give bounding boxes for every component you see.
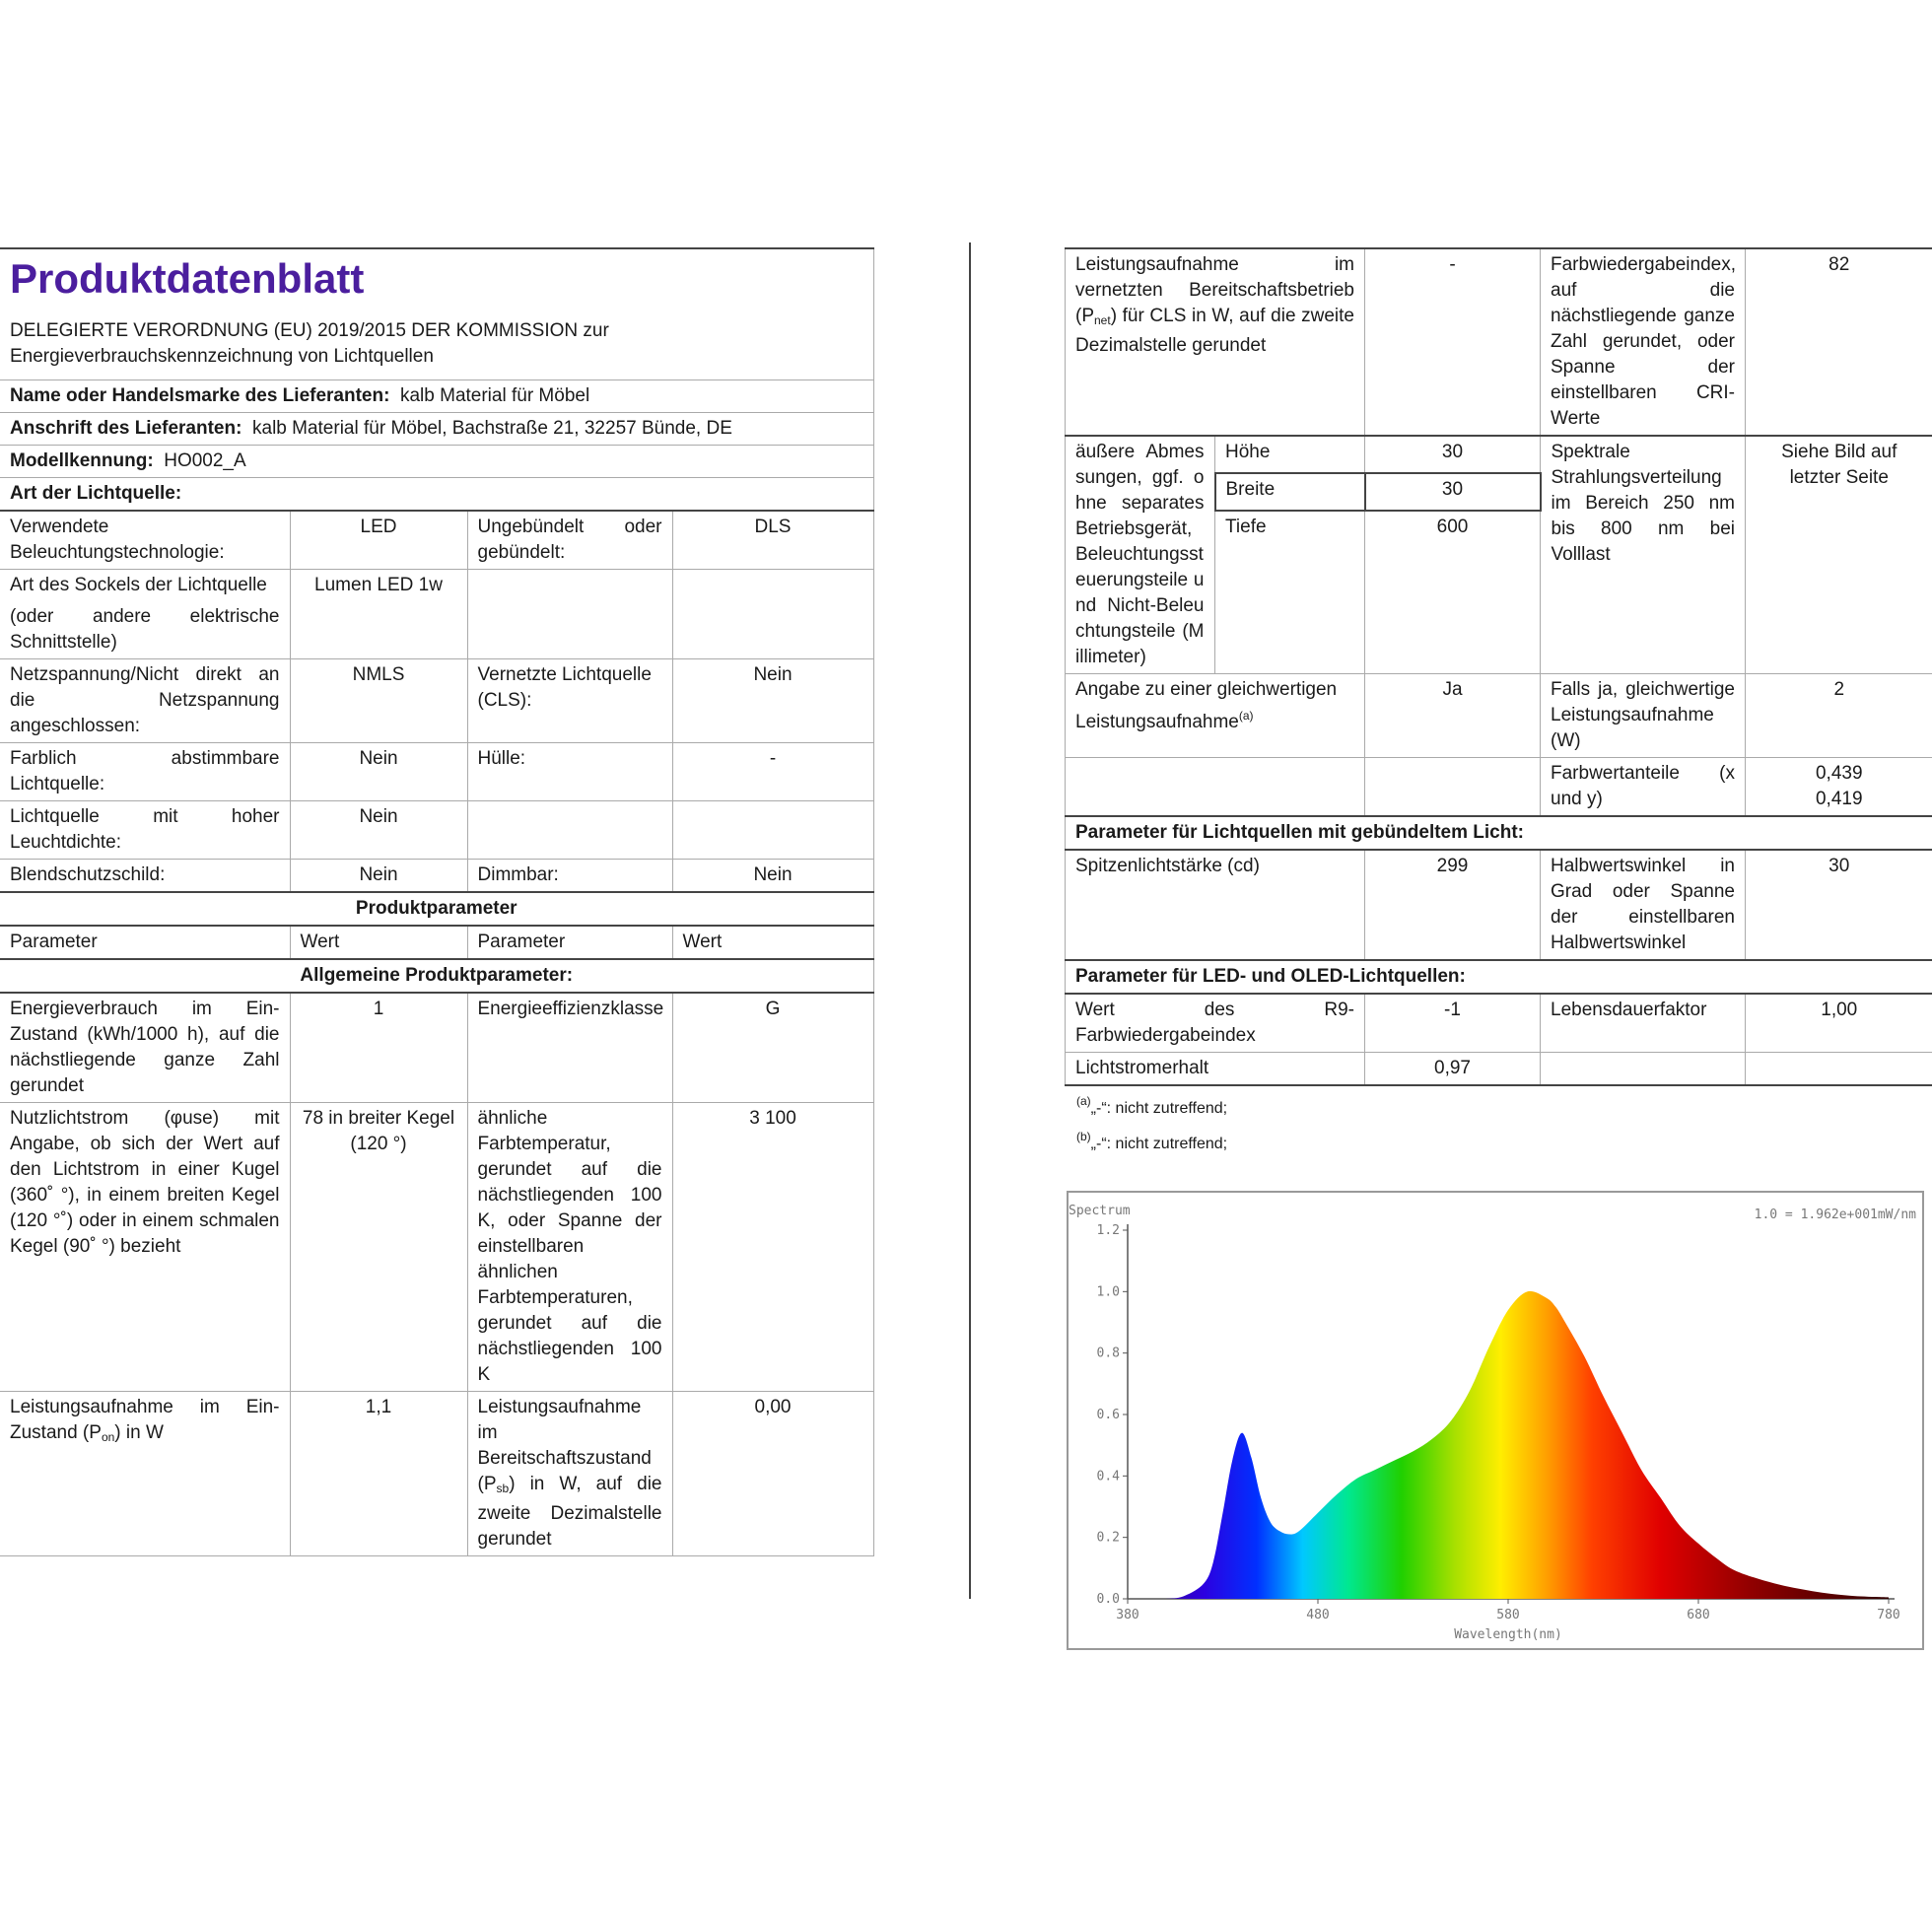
dimmable-label: Dimmbar:	[467, 860, 672, 893]
tunable-label: Farblich abstimmbare Lichtquelle:	[0, 743, 290, 801]
y-tick-label: 1.2	[1096, 1223, 1120, 1238]
luminance-empty-b	[672, 801, 873, 860]
maint-empty-a	[1541, 1053, 1746, 1086]
cls-value: Nein	[672, 659, 873, 743]
equiv-w-label: Falls ja, gleichwertige Leistungsaufnahme (W)	[1541, 674, 1746, 758]
depth-label: Tiefe	[1215, 511, 1365, 674]
y-tick-label: 0.2	[1096, 1530, 1120, 1546]
footnote-b: $^{(b)}$„-“: nicht zutreffend;	[1076, 1130, 1228, 1152]
dims-label: äußere Abmessungen, ggf. ohne separates Betriebsgerät, Beleuchtungssteuerungsteile und Nicht-Beleuchtungsteile (Millimeter)	[1066, 436, 1215, 674]
page-title: Produktdatenblatt	[10, 255, 365, 302]
chroma-label: Farbwertanteile (x und y)	[1541, 758, 1746, 817]
chroma-y: 0,419	[1815, 789, 1863, 809]
width-label: Breite	[1215, 473, 1365, 511]
x-tick-label: 580	[1496, 1608, 1520, 1622]
equiv-w-value: 2	[1746, 674, 1932, 758]
luminance-label: Lichtquelle mit hoher Leuchtdichte:	[0, 801, 290, 860]
cri-value: 82	[1746, 248, 1932, 436]
glare-label: Blendschutzschild:	[0, 860, 290, 893]
peak-label: Spitzenlichtstärke (cd)	[1066, 850, 1365, 960]
chroma-empty-b	[1365, 758, 1541, 817]
bundled-label: Ungebündelt oder gebündelt:	[467, 511, 672, 570]
x-tick-label: 780	[1877, 1608, 1900, 1622]
eclass-value: G	[672, 993, 873, 1103]
psb-value: 0,00	[672, 1392, 873, 1556]
peak-value: 299	[1365, 850, 1541, 960]
luminance-value: Nein	[290, 801, 467, 860]
col-param-2: Parameter	[467, 926, 672, 959]
maint-empty-b	[1746, 1053, 1932, 1086]
beam-value: 30	[1746, 850, 1932, 960]
spectrum-value: Siehe Bild auf letzter Seite	[1746, 436, 1932, 674]
mains-value: NMLS	[290, 659, 467, 743]
parameters-table-continued	[1065, 247, 1932, 1086]
r9-label: Wert des R9-Farbwiedergabeindex	[1066, 994, 1365, 1053]
col-param-1: Parameter	[0, 926, 290, 959]
cct-label: ähnliche Farbtemperatur, gerundet auf die nächstliegenden 100 K, oder Spanne der einstellbaren ähnlichen Farbtemperaturen, gerundet auf die nächstliegenden 100 K	[467, 1103, 672, 1392]
survival-value: 1,00	[1746, 994, 1932, 1053]
socket-label-2: (oder andere elektrische Schnittstelle)	[10, 606, 280, 653]
mains-label: Netzspannung/Nicht direkt an die Netzspannung angeschlossen:	[0, 659, 290, 743]
chroma-x: 0,439	[1815, 763, 1863, 784]
maint-label: Lichtstromerhalt	[1066, 1053, 1365, 1086]
spectrum-chart	[1067, 1191, 1924, 1650]
supplier-name: kalb Material für Möbel	[399, 385, 590, 406]
cri-label: Farbwiedergabeindex, auf die nächstliegende ganze Zahl gerundet, oder Spanne der einstellbaren CRI-Werte	[1541, 248, 1746, 436]
cls-label: Vernetzte Lichtquelle (CLS):	[467, 659, 672, 743]
led-header: Parameter für LED- und OLED-Lichtquellen:	[1066, 960, 1932, 994]
envelope-value: -	[672, 743, 873, 801]
supplier-name-label: Name oder Handelsmarke des Lieferanten:	[10, 385, 390, 406]
socket-empty-a	[467, 570, 672, 659]
height-value: 30	[1365, 436, 1541, 473]
y-tick-label: 0.8	[1096, 1346, 1120, 1361]
envelope-label: Hülle:	[467, 743, 672, 801]
bundled-value: DLS	[672, 511, 873, 570]
glare-value: Nein	[290, 860, 467, 893]
survival-label: Lebensdauerfaktor	[1541, 994, 1746, 1053]
energy-label: Energieverbrauch im Ein-Zustand (kWh/1000 h), auf die nächstliegende ganze Zahl gerundet	[0, 993, 290, 1103]
equiv-value: Ja	[1365, 674, 1541, 758]
model-label: Modellkennung:	[10, 450, 154, 471]
x-tick-label: 480	[1306, 1608, 1330, 1622]
y-tick-label: 0.4	[1096, 1469, 1120, 1484]
pon-label: Leistungsaufnahme im Ein-Zustand $(P_{on})$ in W	[0, 1392, 290, 1556]
flux-value: 78 in breiter Kegel (120 °)	[290, 1103, 467, 1392]
product-params-header: Produktparameter	[0, 892, 873, 926]
y-tick-label: 0.6	[1096, 1408, 1120, 1422]
tech-value: LED	[290, 511, 467, 570]
width-value: 30	[1365, 473, 1541, 511]
socket-value: Lumen LED 1w	[290, 570, 467, 659]
luminance-empty-a	[467, 801, 672, 860]
page-divider	[969, 242, 971, 1599]
socket-empty-b	[672, 570, 873, 659]
regulation-line-2: Energieverbrauchskennzeichnung von Lichtquellen	[10, 346, 434, 367]
spectrum-area	[1128, 1291, 1889, 1599]
x-tick-label: 380	[1116, 1608, 1139, 1622]
right-page	[1065, 247, 1932, 1159]
flux-label: Nutzlichtstrom (φuse) mit Angabe, ob sich der Wert auf den Lichtstrom in einer Kugel (360˚ °), in einem breiten Kegel (120 °˚) oder in einem schmalen Kegel (90˚ °) bezieht	[0, 1103, 290, 1392]
product-datasheet-table	[0, 247, 874, 1556]
col-value-1: Wert	[290, 926, 467, 959]
left-page	[0, 247, 873, 1556]
tunable-value: Nein	[290, 743, 467, 801]
spectrum-label: Spektrale Strahlungsverteilung im Bereich 250 nm bis 800 nm bei Volllast	[1541, 436, 1746, 674]
height-label: Höhe	[1215, 436, 1365, 473]
socket-cell	[0, 570, 290, 659]
socket-label: Art des Sockels der Lichtquelle	[10, 575, 267, 595]
col-value-2: Wert	[672, 926, 873, 959]
r9-value: -1	[1365, 994, 1541, 1053]
chart-xlabel: Wavelength(nm)	[1454, 1627, 1562, 1642]
chart-title: Spectrum	[1069, 1204, 1131, 1218]
source-type-label: Art der Lichtquelle:	[0, 478, 873, 512]
energy-value: 1	[290, 993, 467, 1103]
cct-value: 3 100	[672, 1103, 873, 1392]
pnet-value: -	[1365, 248, 1541, 436]
dimmable-value: Nein	[672, 860, 873, 893]
depth-value: 600	[1365, 511, 1541, 674]
model-value: HO002_A	[164, 450, 246, 471]
directional-header: Parameter für Lichtquellen mit gebündeltem Licht:	[1066, 816, 1932, 850]
eclass-label: Energieeffizienzklasse	[467, 993, 672, 1103]
x-tick-label: 680	[1687, 1608, 1710, 1622]
equiv-label: Angabe zu einer gleichwertigen Leistungsaufnahme$^{(a)}$	[1066, 674, 1365, 758]
y-tick-label: 1.0	[1096, 1284, 1120, 1300]
supplier-address: kalb Material für Möbel, Bachstraße 21, 32257 Bünde, DE	[252, 418, 732, 439]
psb-label: Leistungsaufnahme im Bereitschaftszustand $(P_{sb})$ in W, auf die zweite Dezimalstelle gerundet	[467, 1392, 672, 1556]
chroma-empty-a	[1066, 758, 1365, 817]
regulation-line-1: DELEGIERTE VERORDNUNG (EU) 2019/2015 DER KOMMISSION zur	[10, 320, 609, 341]
chroma-values	[1746, 758, 1932, 817]
chart-scale-note: 1.0 = 1.962e+001mW/nm	[1754, 1208, 1916, 1222]
pnet-label: Leistungsaufnahme im vernetzten Bereitschaftsbetrieb $(P_{net})$ für CLS in W, auf die zweite Dezimalstelle gerundet	[1066, 248, 1365, 436]
beam-label: Halbwertswinkel in Grad oder Spanne der einstellbaren Halbwertswinkel	[1541, 850, 1746, 960]
general-params-header: Allgemeine Produktparameter:	[0, 959, 873, 993]
footnote-a: $^{(a)}$„-“: nicht zutreffend;	[1076, 1094, 1228, 1117]
supplier-address-label: Anschrift des Lieferanten:	[10, 418, 242, 439]
pon-value: 1,1	[290, 1392, 467, 1556]
maint-value: 0,97	[1365, 1053, 1541, 1086]
spectrum-chart-svg	[1069, 1193, 1922, 1648]
y-tick-label: 0.0	[1096, 1592, 1120, 1607]
tech-label: Verwendete Beleuchtungstechnologie:	[0, 511, 290, 570]
